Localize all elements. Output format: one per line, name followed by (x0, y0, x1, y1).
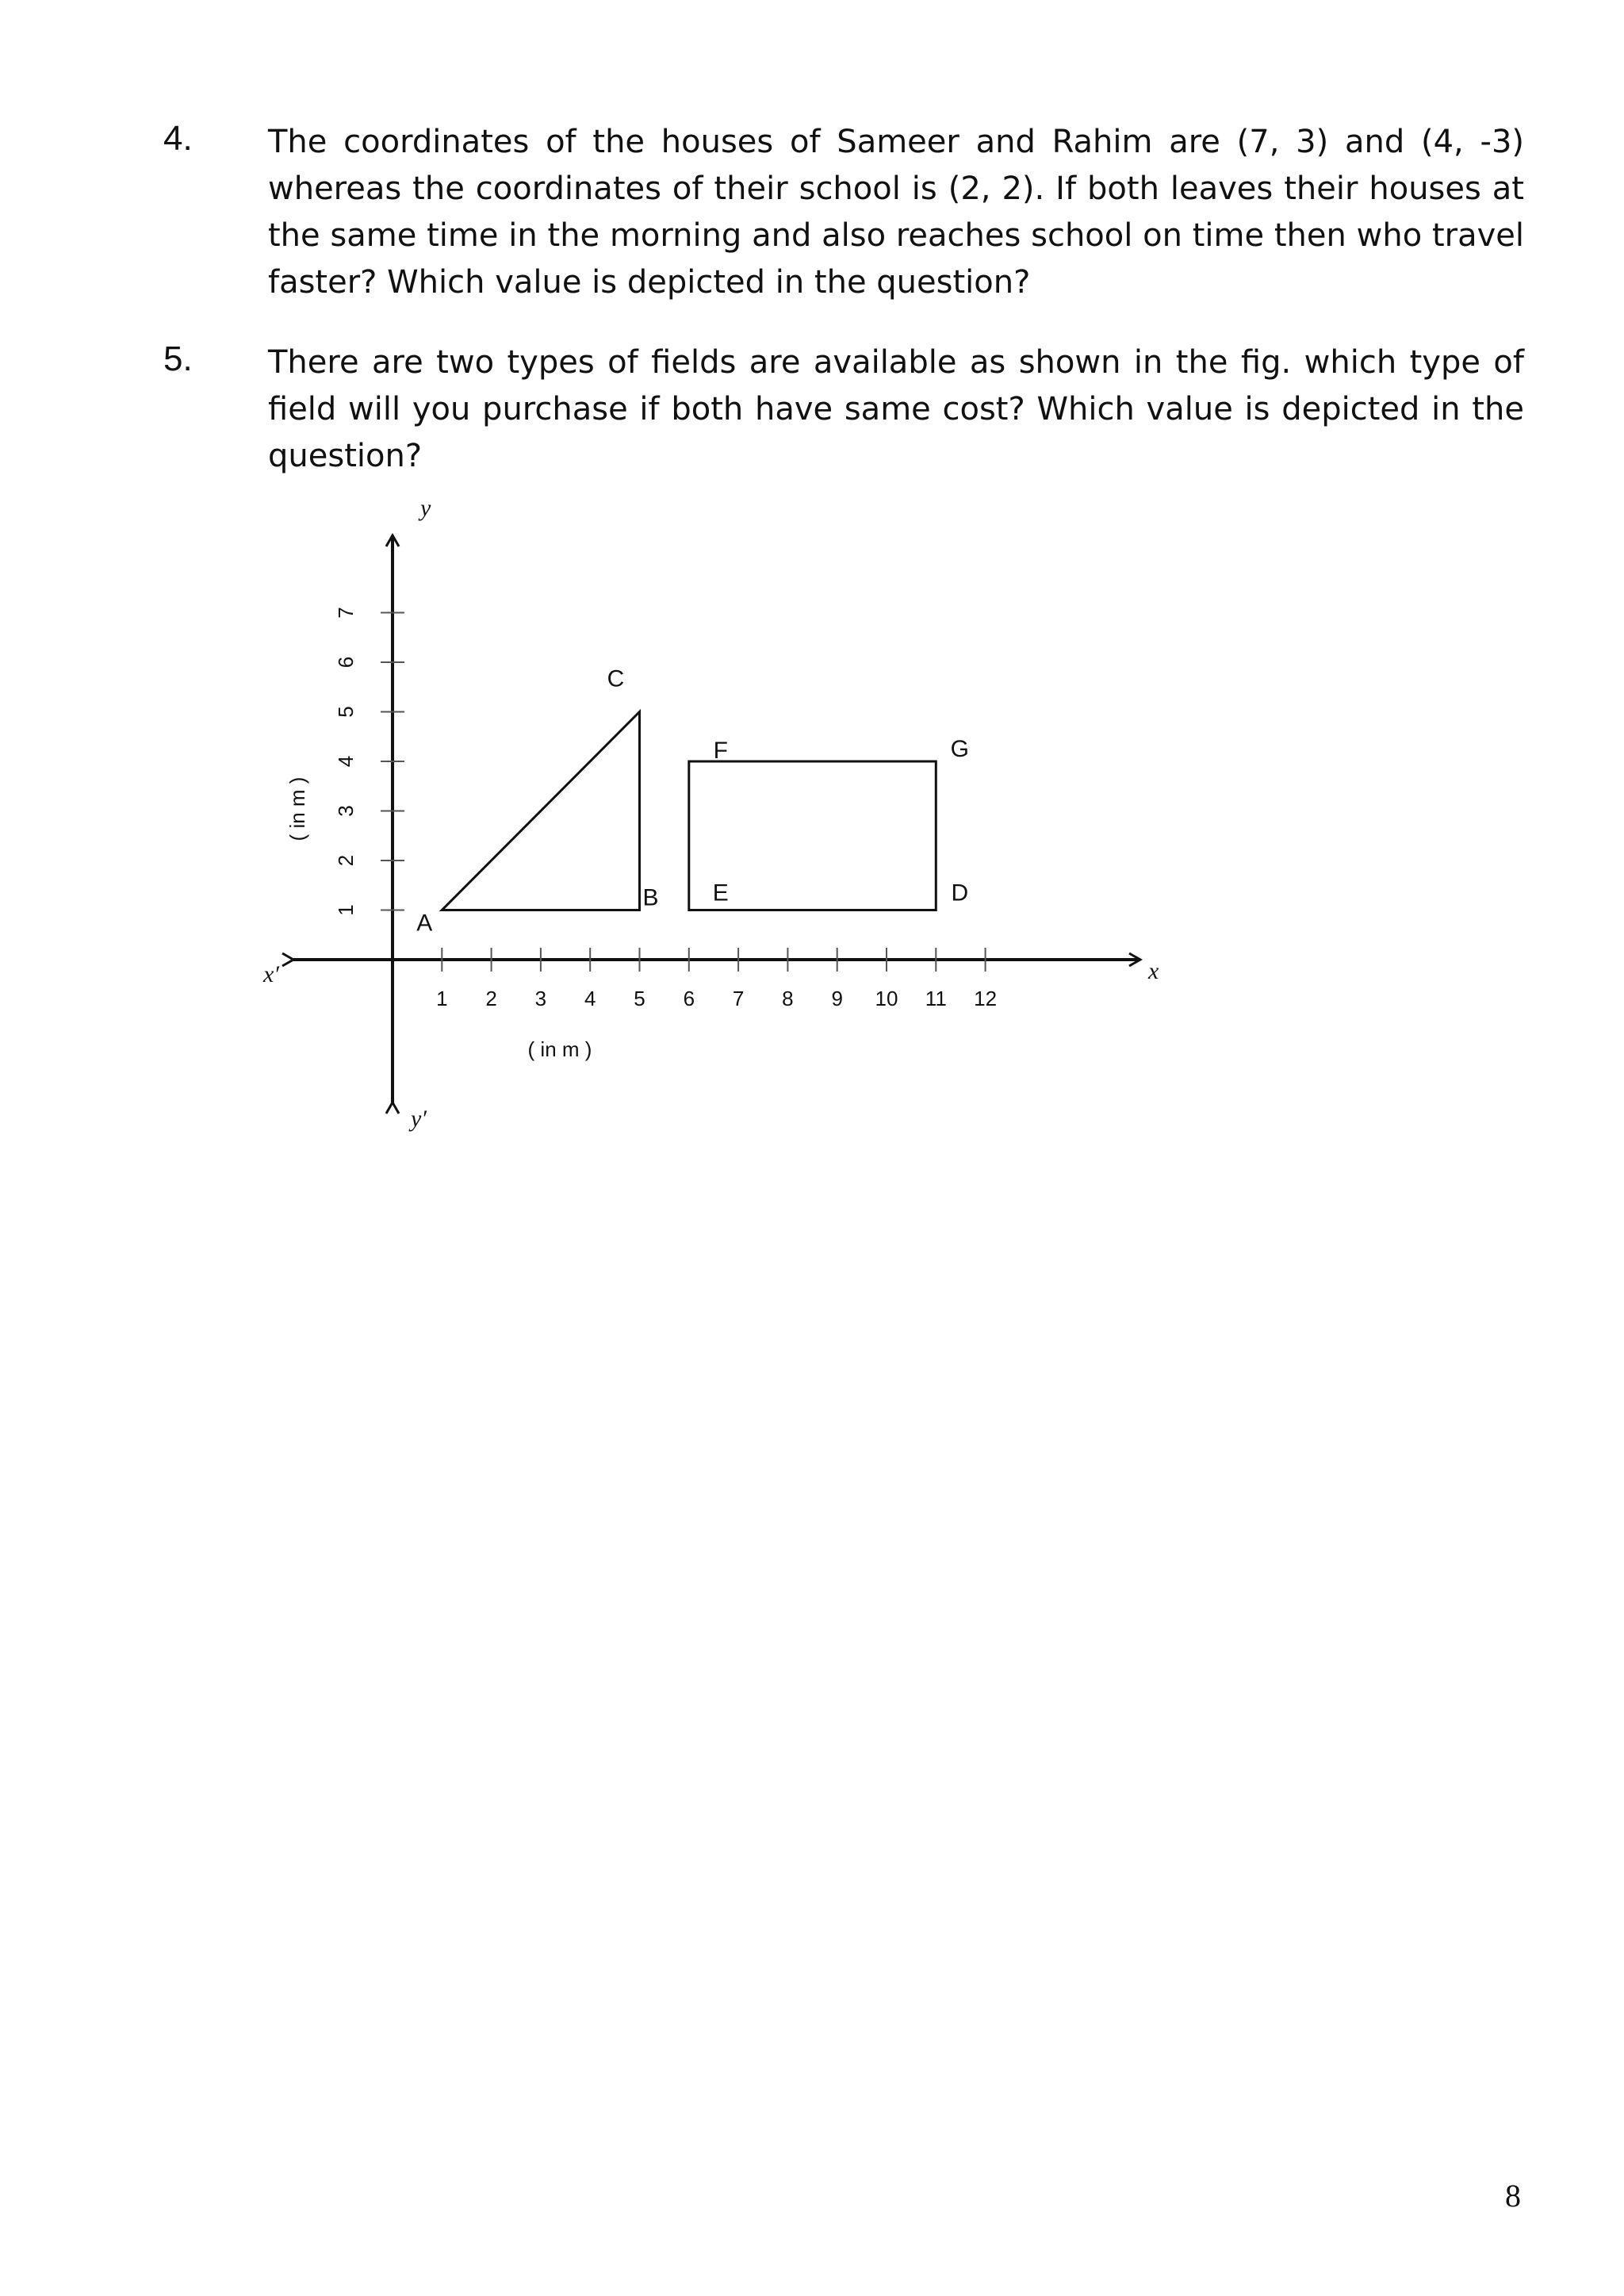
x-tick-label: 5 (634, 987, 645, 1010)
page-number: 8 (1505, 2178, 1521, 2214)
y-axis-label: y (420, 495, 431, 521)
vertex-label-b: B (642, 884, 659, 911)
x-negative-axis-label: x′ (263, 961, 279, 987)
x-tick-label: 7 (732, 987, 745, 1010)
question-text: The coordinates of the houses of Sameer and Rahim are (7, 3) and (4, -3) whereas the coordinates of their school is (2, 2). If both leaves their houses at the same time in the morning and also reaches school on time then who travel faster? Which value is depicted in the question? (268, 124, 1524, 301)
question-number: 4. (163, 119, 193, 158)
question-5 (163, 339, 1543, 482)
x-unit-label: ( in m ) (527, 1037, 592, 1061)
x-tick-label: 3 (534, 987, 547, 1010)
vertex-label-g: G (950, 736, 969, 762)
vertex-label-c: C (607, 665, 625, 692)
vertex-label-f: F (713, 738, 728, 764)
x-tick-label: 1 (436, 987, 448, 1010)
y-tick-label: 7 (334, 607, 358, 619)
question-text: There are two types of fields are available as shown in the fig. which type of field will you purchase if both have same cost? Which value is depicted in the question? (268, 344, 1524, 474)
y-tick-label: 5 (334, 706, 358, 718)
y-tick-label: 4 (334, 755, 358, 768)
x-tick-label: 12 (974, 987, 998, 1010)
x-tick-label: 6 (683, 987, 695, 1010)
y-tick-label: 6 (334, 656, 358, 669)
question-4 (163, 119, 1543, 309)
vertex-label-a: A (416, 910, 433, 937)
x-tick-label: 8 (782, 987, 794, 1010)
y-tick-label: 1 (334, 904, 358, 916)
x-tick-label: 4 (584, 987, 596, 1010)
x-tick-label: 9 (831, 987, 843, 1010)
x-tick-label: 11 (925, 987, 947, 1010)
x-tick-label: 2 (485, 987, 497, 1010)
question-number: 5. (163, 339, 193, 378)
y-tick-label: 2 (334, 854, 358, 867)
y-negative-axis-label: y′ (411, 1106, 427, 1132)
x-axis-label: x (1148, 958, 1159, 984)
coordinate-plane (238, 492, 1189, 1142)
x-tick-label: 10 (875, 987, 898, 1010)
y-unit-label: ( in m ) (285, 776, 309, 841)
y-tick-label: 3 (334, 805, 358, 817)
vertex-label-e: E (712, 880, 729, 907)
vertex-label-d: D (951, 880, 969, 907)
coordinate-figure (238, 492, 1189, 1142)
triangle-field (442, 712, 639, 910)
